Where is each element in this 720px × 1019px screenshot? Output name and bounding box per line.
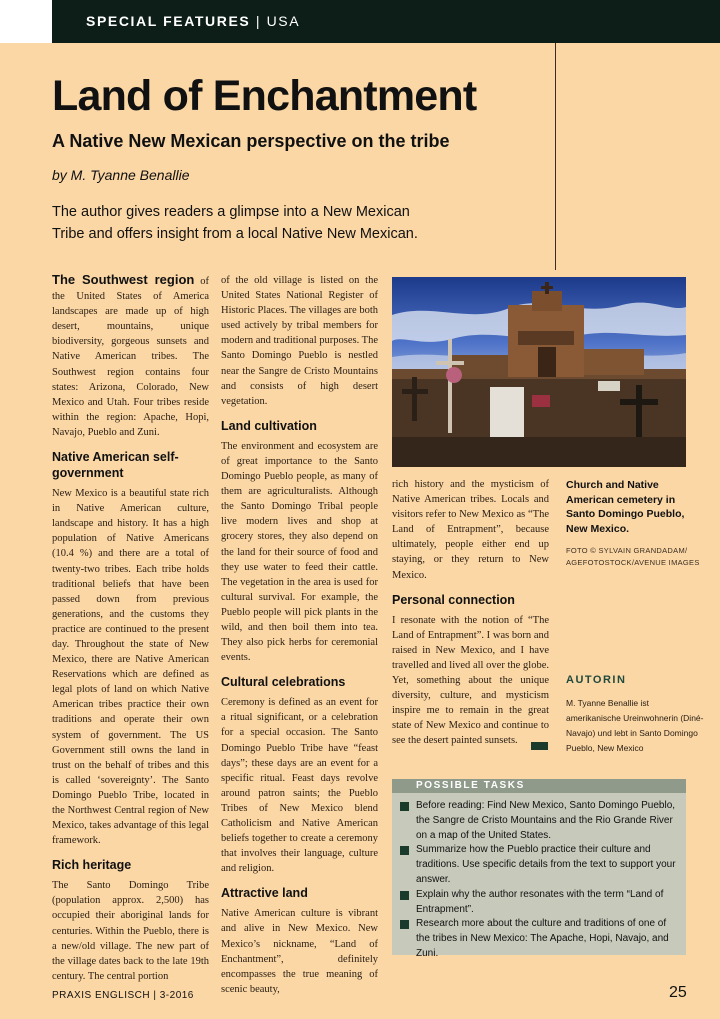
task-item: Explain why the author resonates with the term “Land of Entrapment”. bbox=[400, 888, 678, 918]
paragraph: of the United States of America landscapes are made up of high desert, mountains, unique biodiversity, gorgeous sunsets and Native American tribes. The Southwest region contains four states: Arizona, Colorado, New Mexico and Utah. Four tribes reside within the region: Apache, Hopi, Navajo, Pueblo and Zuni. bbox=[52, 276, 209, 438]
header-divider bbox=[555, 43, 556, 270]
heading-land-cultivation: Land cultivation bbox=[221, 418, 317, 433]
task-item: Summarize how the Pueblo practice their culture and traditions. Use specific details from the text to support your answer. bbox=[400, 843, 678, 887]
article-subtitle: A Native New Mexican perspective on the tribe bbox=[52, 131, 450, 151]
tasks-list bbox=[392, 793, 686, 962]
paragraph: Ceremony is defined as an event for a ritual significant, or a celebration for a special occasion. The Santo Domingo Pueblo Tribe have “feast days”; these days are an event for a specific ritual. Feast days revolve around patron saints; the Pueblo Tribes of New Mexico blend Catholicism and Native American beliefs together to create a ceremony that involves their language, culture and religion. bbox=[221, 697, 378, 875]
paragraph: I resonate with the notion of “The Land of Entrapment”. I was born and raised in New Mexico, and I have travelled and lived all over the globe. Yet, something about the unique diversity, culture, and mysticism inspire me to remain in the great state of New Mexico and continue to see the desert painted sunsets. bbox=[392, 614, 549, 747]
tasks-heading: POSSIBLE TASKS bbox=[392, 779, 686, 793]
square-bullet-icon bbox=[400, 846, 409, 855]
heading-attractive-land: Attractive land bbox=[221, 886, 308, 901]
column-3 bbox=[392, 477, 549, 749]
square-bullet-icon bbox=[400, 891, 409, 900]
intro-text: The author gives readers a glimpse into a New Mexican Tribe and offers insight from a local Native New Mexican. bbox=[52, 204, 418, 242]
heading-personal-connection: Personal connection bbox=[392, 592, 515, 607]
lead-in: The Southwest region bbox=[52, 272, 195, 287]
square-bullet-icon bbox=[400, 802, 409, 811]
heading-native-self-government: Native American self-government bbox=[52, 450, 179, 481]
byline: by M. Tyanne Benallie bbox=[52, 167, 190, 183]
photo-caption: Church and Native American cemetery in Santo Domingo Pueblo, New Mexico. bbox=[566, 479, 685, 535]
column-1 bbox=[52, 272, 209, 984]
author-heading: AUTORIN bbox=[566, 674, 627, 686]
column-2 bbox=[221, 273, 378, 997]
paragraph: The Santo Domingo Tribe (population approx. 2,500) has occupied their aboriginal lands for centuries. Within the Pueblo, there is a new/old village. The new part of the village dates back to the late 19th century. The central portion bbox=[52, 880, 209, 982]
paragraph: Native American culture is vibrant and alive in New Mexico. New Mexico’s nickname, “Land of Enchantment”, definitely encompasses the true meaning of scenic beauty, bbox=[221, 908, 378, 995]
photo-credit: FOTO © SYLVAIN GRANDADAM/ AGEFOTOSTOCK/AVENUE IMAGES bbox=[566, 546, 700, 567]
task-item: Research more about the culture and traditions of one of the tribes in New Mexico: The Apache, Hopi, Navajo, and Zuni. bbox=[400, 917, 678, 961]
paragraph: rich history and the mysticism of Native American tribes. Locals and visitors refer to New Mexico as “The Land of Entrapment”, because ultimately, people either end up staying, or they return to New Mexico. bbox=[392, 479, 549, 581]
header-bar bbox=[0, 0, 720, 43]
footer-publication: PRAXIS ENGLISCH | 3-2016 bbox=[52, 990, 194, 1001]
heading-cultural-celebrations: Cultural celebrations bbox=[221, 675, 346, 690]
page-number: 25 bbox=[669, 984, 687, 1001]
paragraph: of the old village is listed on the United States National Register of Historic Places. The villages are both used actively by tribal members for modern and traditional purposes. The Santo Domingo Pueblo is nestled near the Sangre de Cristo Mountains and consists of high desert vegetation. bbox=[221, 275, 378, 407]
task-item: Before reading: Find New Mexico, Santo Domingo Pueblo, the Sangre de Cristo Mountains and the Rio Grande River on a map of the United States. bbox=[400, 799, 678, 843]
possible-tasks-box bbox=[392, 779, 686, 959]
heading-rich-heritage: Rich heritage bbox=[52, 858, 132, 873]
end-mark bbox=[531, 742, 548, 750]
paragraph: The environment and ecosystem are of great importance to the Santo Domingo Pueblo people, as many of them are agriculturalists. Although the Santo Domingo Tribal people live modern lives and shop at grocery stores, they also depend on the land for their source of food and they use water to feed their cattle. The vegetation in the area is used for cultural survival. For example, the Pueblo people will pick plants in the wild, and then boil them into tea. They also pick herbs for ceremonial events. bbox=[221, 440, 378, 664]
header-corner bbox=[0, 0, 52, 43]
paragraph: New Mexico is a beautiful state rich in Native American culture, landscape and history. It has a high population of Native Americans (10.4 %) and there are a total of twenty-two tribes. Each tribe holds traditional beliefs that have been passed down from previous generations, and the customs they practice are continued to the present day. Throughout the state of New Mexico, there are Native American Reservations which are defined as legal plots of land on which Native American tribes practice their own traditions and operate their own system of government. The US Government still owns the land in trust on the behalf of tribes and this is called ‘sovereignty’. The Santo Domingo Pueblo Tribe, located in the Northwest Central region of New Mexico, takes advantage of this legal framework. bbox=[52, 488, 209, 847]
section-label: SPECIAL FEATURES | USA bbox=[86, 13, 301, 29]
church-cemetery-photo bbox=[392, 277, 686, 467]
article-title: Land of Enchantment bbox=[52, 72, 477, 120]
square-bullet-icon bbox=[400, 920, 409, 929]
author-bio: M. Tyanne Benallie ist amerikanische Ureinwohnerin (Diné-Navajo) und lebt in Santo Domingo Pueblo, New Mexico bbox=[566, 698, 704, 753]
